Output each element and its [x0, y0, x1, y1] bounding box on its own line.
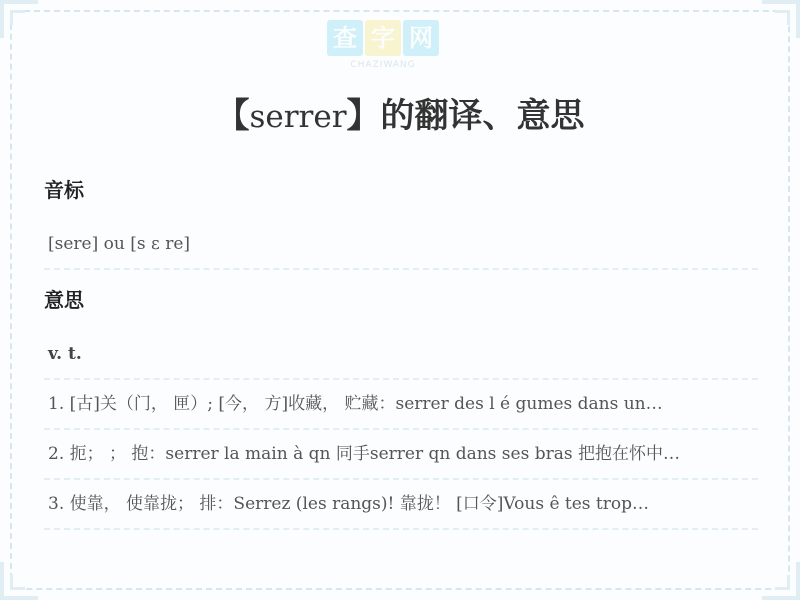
- corner-ornament-bottom-right: [762, 562, 800, 600]
- corner-ornament-top-left: [0, 0, 38, 38]
- title-suffix: 的翻译、意思: [380, 96, 585, 136]
- meaning-heading: 意思: [44, 288, 84, 312]
- corner-ornament-bottom-left: [0, 562, 38, 600]
- title-word: serrer: [249, 99, 347, 135]
- corner-ornament-top-right: [762, 0, 800, 38]
- logo-char-1: 查: [327, 20, 363, 56]
- site-logo-watermark: [318, 20, 448, 82]
- title-open-bracket: 【: [215, 96, 250, 136]
- title-close-bracket: 】: [346, 96, 381, 136]
- logo-char-3: 网: [403, 20, 439, 56]
- meaning-item: 2. 扼； ； 抱：serrer la main à qn 同手serrer qn dans ses bras 把抱在怀中…: [44, 430, 758, 480]
- page-title: [0, 88, 800, 137]
- part-of-speech: v. t.: [44, 330, 758, 380]
- logo-subtitle: CHAZIWANG: [350, 60, 416, 70]
- phonetic-value: [sere] ou [s ε re]: [44, 220, 758, 270]
- phonetic-heading: 音标: [44, 178, 84, 202]
- meaning-item: 3. 使靠， 使靠拢； 排：Serrez (les rangs)! 靠拢！ [口令]Vous ê tes trop…: [44, 480, 758, 530]
- meaning-item: 1. [古]关（门， 匣）; [今， 方]收藏， 贮藏：serrer des l é gumes dans un…: [44, 380, 758, 430]
- entry-content: [44, 172, 758, 530]
- logo-char-2: 字: [365, 20, 401, 56]
